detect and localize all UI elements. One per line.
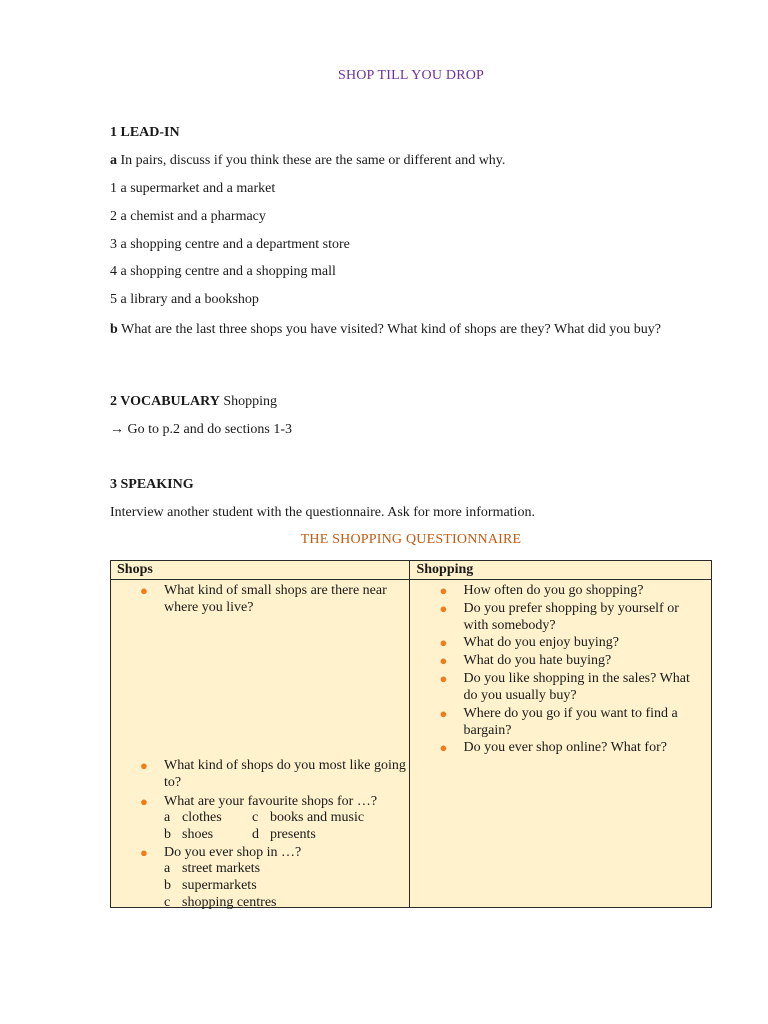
option-key: a xyxy=(164,861,171,876)
lead-in-item: 5 a library and a bookshop xyxy=(110,292,259,307)
option-key: c xyxy=(252,810,259,825)
lead-in-b-text: What are the last three shops you have visited? What kind of shops are they? What did you buy? xyxy=(117,322,661,337)
table-header-row xyxy=(111,561,712,580)
question-text: How often do you go shopping? xyxy=(463,583,644,598)
option-value: books and music xyxy=(270,810,365,825)
bullet-icon: ● xyxy=(439,706,448,721)
option-value: clothes xyxy=(182,810,222,825)
question-text: Do you like shopping in the sales? What do you usually buy? xyxy=(463,671,690,703)
table-row xyxy=(111,580,712,908)
column-header-shops: Shops xyxy=(111,561,410,580)
question-text: What do you enjoy buying? xyxy=(463,635,620,650)
option-row xyxy=(164,894,276,911)
bullet-icon: ● xyxy=(140,845,148,860)
column-header-shopping: Shopping xyxy=(410,561,712,580)
shops-cell xyxy=(111,580,410,908)
lead-in-a-letter: a xyxy=(110,153,117,168)
vocabulary-topic: Shopping xyxy=(219,394,277,409)
option-key: b xyxy=(164,878,171,893)
option-row xyxy=(164,826,316,843)
lead-in-a-text: In pairs, discuss if you think these are the same or different and why. xyxy=(117,153,506,168)
question-text: What are your favourite shops for …? xyxy=(164,794,378,809)
bullet-icon: ● xyxy=(140,583,148,598)
bullet-icon: ● xyxy=(439,671,448,686)
question-text: What do you hate buying? xyxy=(463,653,612,668)
option-row xyxy=(164,860,260,877)
vocabulary-heading: 2 VOCABULARY xyxy=(110,394,220,409)
option-value: shoes xyxy=(182,827,214,842)
bullet-icon: ● xyxy=(439,601,448,616)
question-text: Do you prefer shopping by yourself or with somebody? xyxy=(463,601,679,633)
option-value: street markets xyxy=(182,861,261,876)
option-value: supermarkets xyxy=(182,878,257,893)
bullet-icon: ● xyxy=(439,583,448,598)
questionnaire-table xyxy=(110,560,712,908)
option-key: d xyxy=(252,827,259,842)
bullet-icon: ● xyxy=(140,794,148,809)
lead-in-item: 1 a supermarket and a market xyxy=(110,181,276,196)
bullet-icon: ● xyxy=(439,653,448,668)
page-title: SHOP TILL YOU DROP xyxy=(337,68,485,83)
option-row xyxy=(164,877,257,894)
question-text: Do you ever shop online? What for? xyxy=(463,740,667,755)
lead-in-b xyxy=(110,321,690,339)
bullet-icon: ● xyxy=(439,635,448,650)
shopping-cell xyxy=(410,580,712,908)
option-key: a xyxy=(164,810,171,825)
option-row xyxy=(164,809,364,826)
question-text: What kind of shops do you most like going to? xyxy=(164,758,406,790)
questionnaire-title: THE SHOPPING QUESTIONNAIRE xyxy=(300,532,522,547)
lead-in-item: 3 a shopping centre and a department store xyxy=(110,237,350,252)
lead-in-b-letter: b xyxy=(110,322,118,337)
vocabulary-instruction: → Go to p.2 and do sections 1-3 xyxy=(110,422,292,437)
option-key: b xyxy=(164,827,171,842)
question-text: What kind of small shops are there near where you live? xyxy=(164,583,387,615)
vocabulary-heading-line xyxy=(110,394,277,410)
lead-in-item: 2 a chemist and a pharmacy xyxy=(110,209,266,224)
question-text: Where do you go if you want to find a bargain? xyxy=(463,706,678,738)
lead-in-a xyxy=(110,153,505,169)
bullet-icon: ● xyxy=(140,758,148,773)
speaking-instruction: Interview another student with the questionnaire. Ask for more information. xyxy=(110,505,535,520)
speaking-heading: 3 SPEAKING xyxy=(110,477,194,492)
option-value: shopping centres xyxy=(182,895,277,910)
option-value: presents xyxy=(270,827,316,842)
bullet-icon: ● xyxy=(439,740,448,755)
question-text: Do you ever shop in …? xyxy=(164,845,302,860)
lead-in-heading: 1 LEAD-IN xyxy=(110,125,180,140)
option-key: c xyxy=(164,895,171,910)
lead-in-item: 4 a shopping centre and a shopping mall xyxy=(110,264,336,279)
